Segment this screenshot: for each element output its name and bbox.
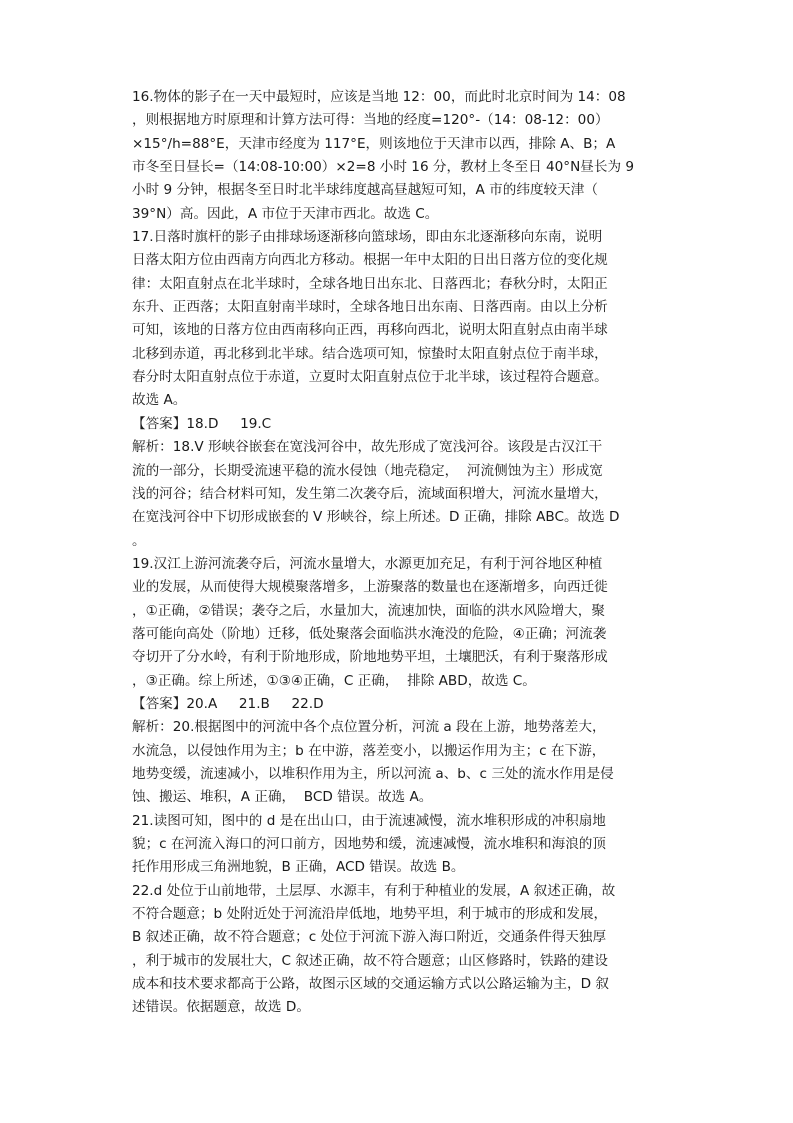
text-line: 21.读图可知，图中的 d 是在出山口，由于流速减慢，流水堆积形成的冲积扇地 (132, 812, 606, 829)
text-line: ，①正确，②错误；袭夺之后，水量加大，流速加快，面临的洪水风险增大，聚 (132, 602, 605, 619)
answer-explanation-page (132, 86, 672, 1020)
text-line: 市冬至日昼长=（14:08-10:00）×2=8 小时 16 分，教材上冬至日 40°N昼长为 9 (132, 159, 635, 176)
text-line: B 叙述正确，故不符合题意；c 处位于河流下游入海口附近，交通条件得天独厚 (132, 929, 607, 946)
text-line: 落可能向高处（阶地）迁移，低处聚落会面临洪水淹没的危险，④正确；河流袭 (132, 625, 607, 642)
text-line: 不符合题意；b 处附近处于河流沿岸低地，地势平坦，利于城市的形成和发展， (132, 906, 608, 923)
text-line: 成本和技术要求都高于公路，故图示区域的交通运输方式以公路运输为主，D 叙 (132, 976, 609, 993)
text-line: 述错误。依据题意，故选 D。 (132, 999, 310, 1016)
text-line: 16.物体的影子在一天中最短时，应该是当地 12：00，而此时北京时间为 14：08 (132, 89, 626, 105)
text-line: ，③正确。综上所述，①③④正确，C 正确， 排除 ABD，故选 C。 (132, 672, 536, 689)
text-line: 故选 A。 (132, 392, 187, 409)
text-line: 律：太阳直射点在北半球时，全球各地日出东北、日落西北；春秋分时，太阳正 (132, 275, 608, 292)
text-line: 17.日落时旗杆的影子由排球场逐渐移向篮球场，即由东北逐渐移向东南，说明 (132, 229, 603, 246)
text-line: ，则根据地方时原理和计算方法可得：当地的经度=120°-（14：08-12：00） (132, 112, 609, 129)
text-line: 在宽浅河谷中下切形成嵌套的 V 形峡谷，综上所述。D 正确，排除 ABC。故选 D (132, 509, 620, 526)
text-line: 貌；c 在河流入海口的河口前方，因地势和缓，流速减慢，流水堆积和海浪的顶 (132, 836, 606, 852)
text-line: 39°N）高。因此，A 市位于天津市西北。故选 C。 (132, 205, 439, 222)
text-line: 地势变缓，流速减小，以堆积作用为主，所以河流 a、b、c 三处的流水作用是侵 (132, 765, 614, 782)
answer-key-line: 【答案】18.D 19.C (132, 415, 272, 432)
text-line: 业的发展，从而使得大规模聚落增多，上游聚落的数量也在逐渐增多，向西迁徙 (132, 579, 608, 596)
text-line: 浅的河谷；结合材料可知，发生第二次袭夺后，流域面积增大，河流水量增大， (132, 485, 608, 502)
text-line: 春分时太阳直射点位于赤道，立夏时太阳直射点位于北半球，该过程符合题意。 (132, 369, 608, 386)
text-line: 。 (132, 532, 146, 549)
text-line: 可知，该地的日落方位由西南移向正西，再移向西北，说明太阳直射点由南半球 (132, 322, 608, 339)
text-line: ，利于城市的发展壮大，C 叙述正确，故不符合题意；山区修路时，铁路的建设 (132, 952, 608, 969)
text-line: 蚀、搬运、堆积，A 正确， BCD 错误。故选 A。 (132, 789, 433, 806)
text-line: 日落太阳方位由西南方向西北方移动。根据一年中太阳的日出日落方位的变化规 (132, 252, 608, 269)
text-line: 流的一部分，长期受流速平稳的流水侵蚀（地壳稳定， 河流侧蚀为主）形成宽 (132, 462, 603, 479)
text-line: 解析：20.根据图中的河流中各个点位置分析，河流 a 段在上游，地势落差大， (132, 719, 606, 736)
text-line: ×15°/h=88°E，天津市经度为 117°E，则该地位于天津市以西，排除 A、B；A (132, 135, 616, 152)
text-line: 北移到赤道，再北移到北半球。结合选项可知，惊蛰时太阳直射点位于南半球， (132, 345, 608, 362)
answer-key-line: 【答案】20.A 21.B 22.D (132, 695, 324, 712)
text-line: 托作用形成三角洲地貌，B 正确，ACD 错误。故选 B。 (132, 859, 465, 876)
text-line: 水流急，以侵蚀作用为主；b 在中游，落差变小，以搬运作用为主；c 在下游， (132, 742, 606, 759)
text-line: 19.汉江上游河流袭夺后，河流水量增大，水源更加充足，有利于河谷地区种植 (132, 555, 603, 572)
text-line: 解析：18.V 形峡谷嵌套在宽浅河谷中，故先形成了宽浅河谷。该段是古汉江干 (132, 439, 603, 456)
text-line: 东升、正西落；太阳直射南半球时，全球各地日出东南、日落西南。由以上分析 (132, 299, 608, 316)
text-line: 夺切开了分水岭，有利于阶地形成，阶地地势平坦，土壤肥沃，有利于聚落形成 (132, 649, 608, 666)
text-line: 小时 9 分钟，根据冬至日时北半球纬度越高昼越短可知，A 市的纬度较天津（ (132, 182, 598, 199)
text-line: 22.d 处位于山前地带，土层厚、水源丰，有利于种植业的发展，A 叙述正确，故 (132, 882, 616, 899)
